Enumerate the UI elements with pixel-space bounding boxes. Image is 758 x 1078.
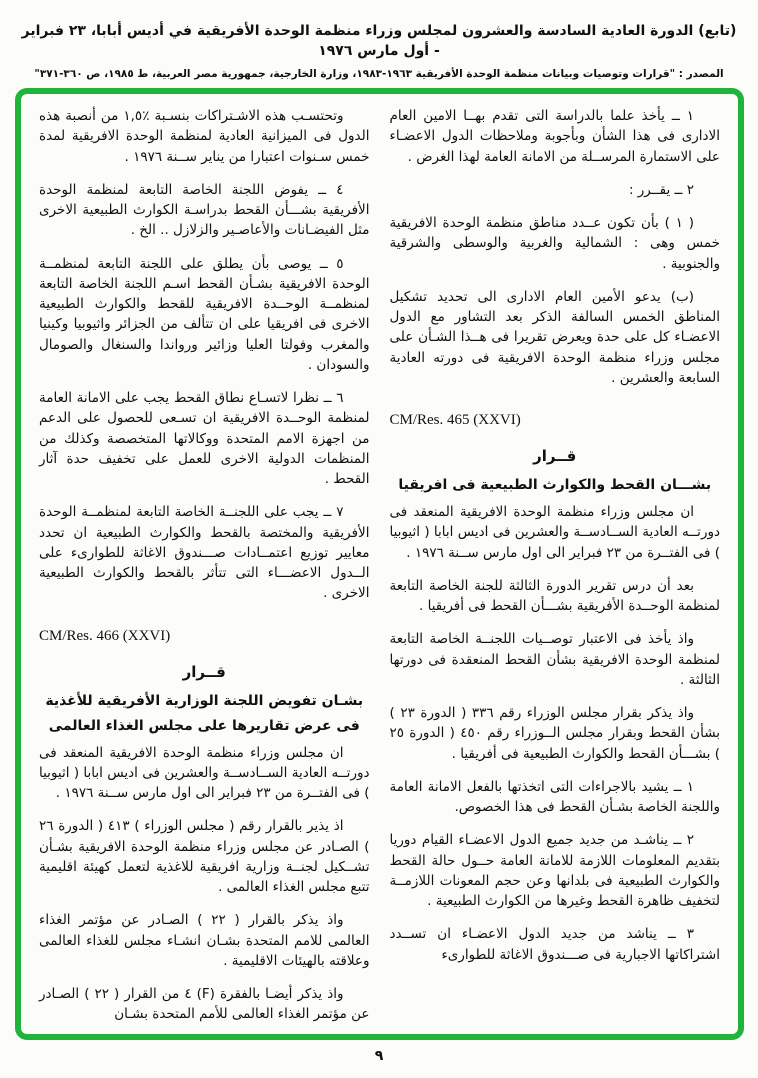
paragraph: (ب) يدعو الأمين العام الادارى الى تحديد تشكيل المناطق الخمس السالفة الذكر بعد التشاور مع الدول الاعضـاء كل على حدة ويعرض تقريرا فى هــذا الشـأن على مجلس وزراء منظمة الوحدة الافريقية فى دورته العادية السابعة والعشرين . xyxy=(389,288,720,386)
paragraph: واذ يأخذ فى الاعتبار توصــيات اللجنــة الخاصة التابعة لمنظمة الوحدة الافريقية بشأن القحط المنعقدة فى دورتها الثالثة . xyxy=(389,631,720,688)
resolution-heading: بشـــان القحط والكوارث الطبيعية فى افريقيا xyxy=(398,477,712,493)
paragraph: ( ١ ) بأن تكون عــدد مناطق منظمة الوحدة الافريقية خمس وهى : الشمالية والغربية والوسطى والشرقية والجنوبية . xyxy=(389,215,720,272)
two-column-layout xyxy=(21,94,738,1034)
paragraph: ٥ ــ يوصى بأن يطلق على اللجنة التابعة لمنظمــة الوحدة الافريقية بشـأن القحط اسـم اللجنة الخاصة التابعة لمنظمــة الوحــدة الافريقية للقحط والكوارث الطبيعية الاخرى فى افريقيا على ان تتألف من الجزائر واثيوبيا وكينيا والمغرب وفولتا العليا وزائير ورواندا والسنغال والصومال والسودان . xyxy=(39,255,370,373)
paragraph: اذ يذير بالقرار رقم ( مجلس الوزراء ) ٤١٣ ( الدورة ٢٦ ) الصـادر عن مجلس وزراء منظمة الوحدة الافريقية بشـأن تشــكيل لجنــة وزارية افريقية للاغذية لتعمل كهيئة اقليمية تتبع مجلس الغذاء العالمى . xyxy=(39,818,370,895)
resolution-heading: قــرار xyxy=(533,447,577,465)
paragraph: واذ يذكر بالقرار ( ٢٢ ) الصـادر عن مؤتمر الغذاء العالمى للامم المتحدة بشـان انشـاء مجلس للغذاء العالمى وعلاقته بالهيئات الاقليمية . xyxy=(39,912,370,969)
paragraph: ٧ ــ يجب على اللجنــة الخاصة التابعة لمنظمــة الوحدة الأفريقية والمختصة بالقحط والكوارث الطبيعية ان تحدد معايير توزيع اعتمــادات صـــندوق الاغاثة للطوارىء على الــدول الاعضـــاء التى تتأثر بالقحط والكوارث الطبيعية الاخرى . xyxy=(39,504,370,602)
resolution-ref: CM/Res. 465 (XXVI) xyxy=(389,412,521,428)
paragraph: ١ ــ يشيد بالاجراءات التى اتخذتها بالفعل الامانة العامة واللجنة الخاصة بشـأن القحط فى هذا الخصوص. xyxy=(389,778,720,815)
paragraph: ٦ ــ نظرا لاتسـاع نطاق القحط يجب على الامانة العامة لمنظمة الوحــدة الافريقية ان تسـعى للحصول على الدعم من اجهزة الامم المتحدة ووكالاتها المتخصصة وكذلك من المنظمات الدولية الاخرى للعمل على تخفيف حدة آثار القحط . xyxy=(39,390,370,487)
paragraph: ان مجلس وزراء منظمة الوحدة الافريقية المنعقد فى دورتــه العادية الســادســة والعشرين فى اديس ابابا ( اثيوبيا ) فى الفتــرة من ٢٣ فبراير الى اول مارس ســنة ١٩٧٦ . xyxy=(389,504,720,561)
paragraph: ٣ ــ يناشد من جديد الدول الاعضـاء ان تســدد اشتراكاتها الاجبارية فى صـــندوق الاغاثة للطوارىء xyxy=(389,926,720,963)
resolution-heading: قــرار xyxy=(182,662,226,681)
green-border-frame xyxy=(15,88,744,1040)
resolution-heading: فى عرض تقاريرها على مجلس الغذاء العالمى xyxy=(48,717,360,734)
page-number: ٩ xyxy=(374,1048,384,1064)
paragraph: واذ يذكر بقرار مجلس الوزراء رقم ٣٣٦ ( الدورة ٢٣ ) بشأن القحط وبقرار مجلس الــوزراء رقم ٤٥٠ ( الدورة ٢٥ ) بشـــأن القحط والكوارث الطبيعية فى أفريقيا . xyxy=(389,705,721,762)
paragraph: ١ ــ يأخذ علما بالدراسة التى تقدم بهــا الامين العام الادارى فى هذا الشأن وبأجوبة وملاحظات الدول الاعضـاء على الاستمارة المرســلة من الامانة العامة لهذا الغرض . xyxy=(389,108,720,165)
paragraph: ان مجلس وزراء منظمة الوحدة الافريقية المنعقد فى دورتــه العادية الســادســة والعشرين فى اديس ابابا ( اثيوبيا ) فى الفتــرة من ٢٣ فبراير الى اول مارس ســنة ١٩٧٦ . xyxy=(39,744,370,801)
resolution-ref: CM/Res. 466 (XXVI) xyxy=(39,627,171,644)
session-title: (تابع) الدورة العادية السادسة والعشرون لمجلس وزراء منظمة الوحدة الأفريقية في أديس أبابا، ٢٣ فبراير - أول مارس ١٩٧٦ xyxy=(21,23,737,59)
resolution-heading: بشـان تفويض اللجنة الوزارية الأفريقية للأغذية xyxy=(45,692,364,709)
paragraph: وتحتسـب هذه الاشـتراكات بنسـبة ٪١,٥ من أنصبة هذه الدول فى الميزانية العادية لمنظمة الوحدة الافريقية لمدة خمس سـنوات اعتبارا من يناير ســنة ١٩٧٦ . xyxy=(39,108,370,165)
paragraph: بعد أن درس تقرير الدورة الثالثة للجنة الخاصة التابعة لمنظمة الوحــدة الأفريقية بشـــأن القحط فى أفريقيا . xyxy=(389,577,720,614)
paragraph: ٤ ــ يفوض اللجنة الخاصة التابعة لمنظمة الوحدة الأفريقية بشـــأن القحط بدراسـة الكوارث الطبيعية الاخرى مثل الفيضـانات والأعاصـير والزلازل .. الخ . xyxy=(39,181,370,239)
paragraph: واذ يذكر أيضـا بالفقرة (F) ٤ من القرار ( ٢٢ ) الصـادر عن مؤتمر الغذاء العالمى للأمم المتحدة بشـان xyxy=(39,986,370,1023)
paragraph: ٢ ــ يناشـد من جديد جميع الدول الاعضـاء القيام دوريا بتقديم المعلومات اللازمة للامانة العامة حــول حالة القحط والكوارث الطبيعية فى بلدانها وعن حجم المعونات اللازمــة لتخفيف ظاهرة القحط وغيرها من الكوارث الطبيعية . xyxy=(389,832,720,909)
column-right xyxy=(390,106,721,1026)
page-header xyxy=(0,0,758,80)
paragraph: ٢ ــ يقــرر : xyxy=(628,181,694,198)
column-left xyxy=(39,106,370,1026)
source-citation: المصدر : "قرارات وتوصيات وبيانات منظمة الوحدة الأفريقية ١٩٦٣-١٩٨٣، وزارة الخارجية، جمهورية مصر العربية، ط ١٩٨٥، ص ٣٦٠-٣٧١" xyxy=(34,68,724,81)
